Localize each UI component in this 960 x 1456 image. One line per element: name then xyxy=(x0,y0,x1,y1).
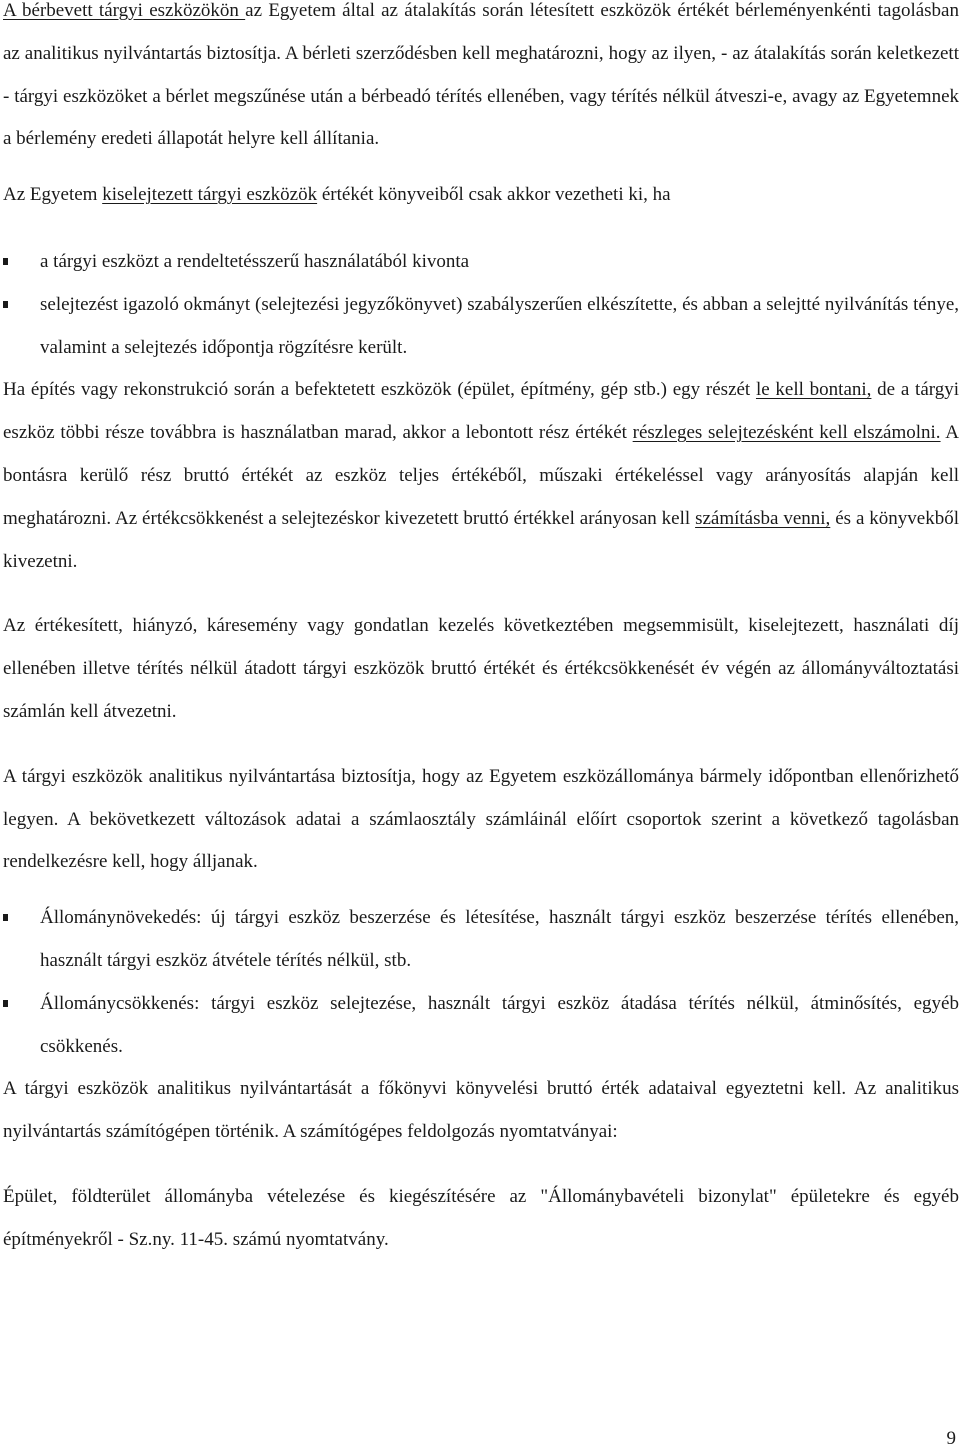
underlined-phrase-scrapped-assets: kiselejtezett tárgyi eszközök xyxy=(102,184,318,206)
paragraph-asset-transfer: Az értékesített, hiányzó, káresemény vagy gondatlan kezelés következtében megsemmisült, kiselejtezett, használati díj ellenében illetve térítés nélkül átadott tárgyi eszközök bruttó értékét és értékcsökkenését év végén az állományváltoztatási számlán kell átvezetni. xyxy=(3,615,959,722)
paragraph-text: Az Egyetem xyxy=(3,184,103,206)
paragraph-scrapped-assets xyxy=(3,174,959,217)
list-item-text: selejtezést igazoló okmányt (selejtezési jegyzőkönyvet) szabályszerűen elkészítette, és abban a selejtté nyilvánítás ténye, valamint a selejtezés időpontja rögzítésre került. xyxy=(40,293,959,358)
paragraph-text: az Egyetem által az átalakítás során létesített eszközök értékét bérleményenkénti tagolásban az analitikus nyilvántartás biztosítja. A bérleti szerződésben kell meghatározni, hogy az ilyen, - az átalakítás során keletkezett - tárgyi eszközöket a bérlet megszűnése után a bérbeadó térítés ellenében, vagy térítés nélkül átveszi-e, avagy az Egyetemnek a bérlemény eredeti állapotát helyre kell állítania. xyxy=(3,0,959,150)
list-item xyxy=(3,983,959,1069)
list-item xyxy=(3,897,959,983)
paragraph-reconciliation: A tárgyi eszközök analitikus nyilvántartását a főkönyvi könyvelési bruttó érték adataival egyeztetni kell. Az analitikus nyilvántartás számítógépen történik. A számítógépes feldolgozás nyomtatványai: xyxy=(3,1078,959,1143)
list-item xyxy=(3,241,959,284)
square-bullet-icon xyxy=(3,914,8,921)
paragraph-partial-scrapping xyxy=(3,369,959,583)
paragraph-analytic-records: A tárgyi eszközök analitikus nyilvántartása biztosítja, hogy az Egyetem eszközállománya bármely időpontban ellenőrizhető legyen. A bekövetkezett változások adatai a számlaosztály számláinál előírt csoportok szerint a következő tagolásban rendelkezésre kell, hogy álljanak. xyxy=(3,765,959,873)
list-item-text: Állománynövekedés: új tárgyi eszköz beszerzése és létesítése, használt tárgyi eszköz beszerzése térítés ellenében, használt tárgyi eszköz átvétele térítés nélkül, stb. xyxy=(40,907,959,971)
list-item-text: a tárgyi eszközt a rendeltetésszerű használatából kivonta xyxy=(40,250,470,272)
underlined-phrase-leased-assets: A bérbevett tárgyi eszközökön xyxy=(3,0,246,21)
paragraph-building-form: Épület, földterület állományba vételezése és kiegészítésére az "Állománybavételi bizonylat" épületekre és egyéb építményekről - Sz.ny. 11-45. számú nyomtatvány. xyxy=(3,1185,959,1250)
paragraph-text: A bontásra kerülő rész bruttó értékét az eszköz teljes értékéből, műszaki értékeléssel vagy arányosítás alapján kell meghatározni. Az értékcsökkenést a selejtezéskor kivezetett bruttó értékkel arányosan kell xyxy=(3,422,959,529)
square-bullet-icon xyxy=(3,1000,8,1007)
list-item-text: Állománycsökkenés: tárgyi eszköz selejtezése, használt tárgyi eszköz átadása térítés nélkül, átminősítés, egyéb csökkenés. xyxy=(40,992,959,1057)
square-bullet-icon xyxy=(3,258,8,265)
list-item xyxy=(3,284,959,370)
bullet-list-changes xyxy=(3,897,959,1068)
paragraph-text: értékét könyveiből csak akkor vezetheti ki, ha xyxy=(317,184,671,206)
paragraph-text: Ha építés vagy rekonstrukció során a befektetett eszközök (épület, építmény, gép stb.) egy részét xyxy=(3,379,756,401)
underlined-phrase-demolish: le kell bontani, xyxy=(755,379,872,401)
paragraph-leased-assets xyxy=(3,0,959,161)
bullet-list-scrapping-conditions xyxy=(3,241,959,369)
underlined-phrase-account: számításba venni, xyxy=(695,507,831,529)
paragraph-text: és a könyvekből kivezetni. xyxy=(3,507,959,572)
paragraph-text: de a tárgyi eszköz többi része továbbra is használatban marad, akkor a lebontott rész értékét xyxy=(3,379,960,444)
square-bullet-icon xyxy=(3,301,8,308)
document-page xyxy=(3,0,959,1262)
page-number: 9 xyxy=(946,1428,956,1449)
underlined-phrase-partial-scrapping: részleges selejtezésként kell elszámolni. xyxy=(632,422,941,444)
